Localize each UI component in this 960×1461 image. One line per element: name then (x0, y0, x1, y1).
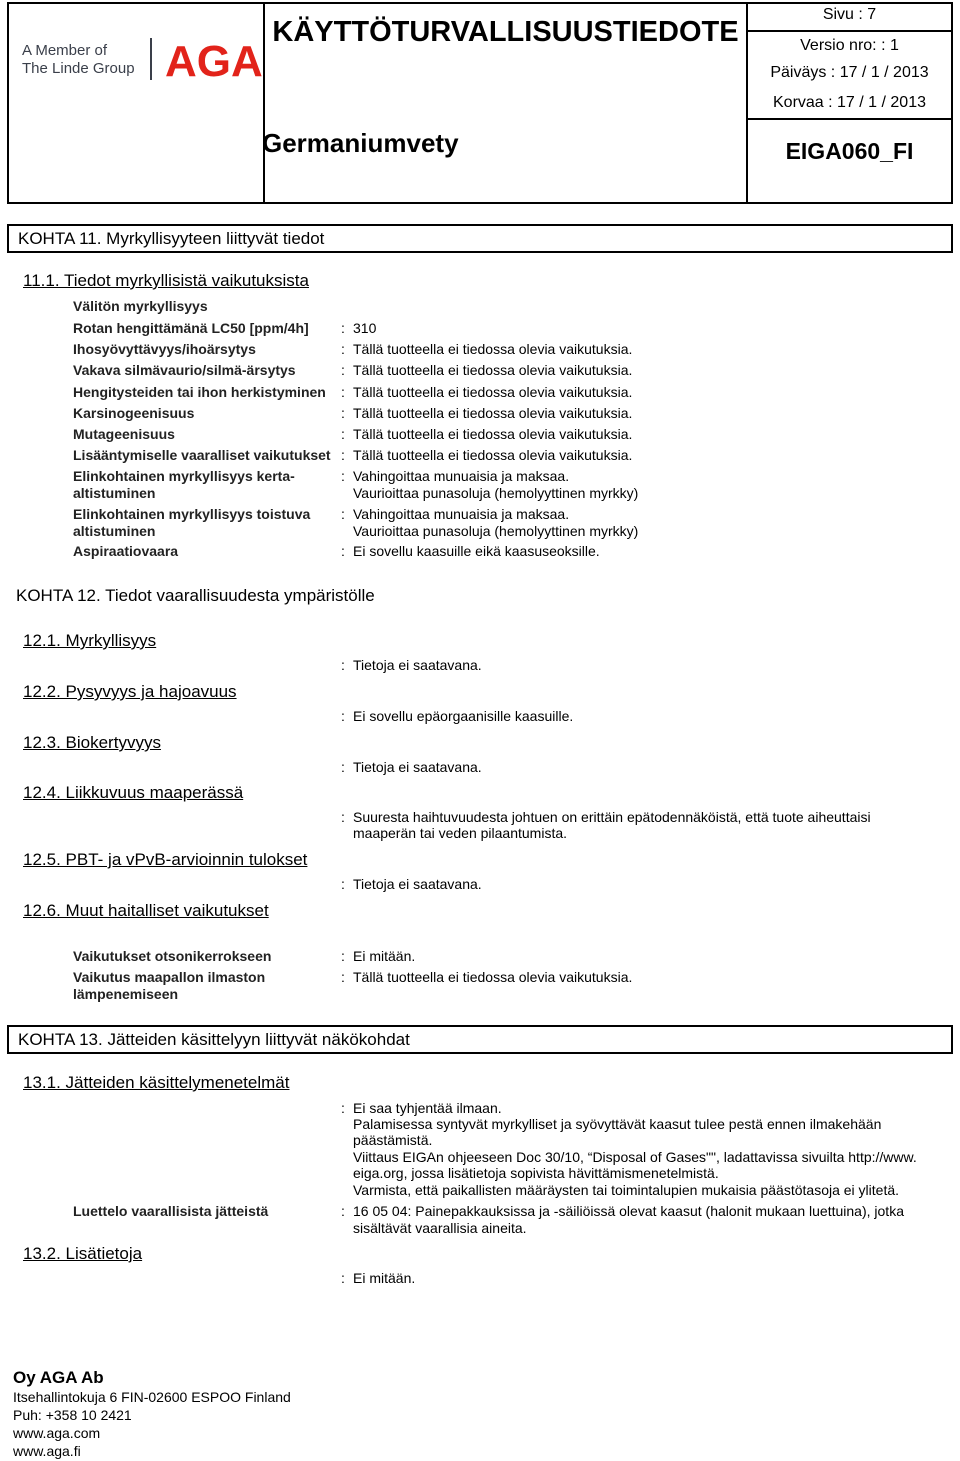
label-stot-single-1: Elinkohtainen myrkyllisyys kerta- (73, 468, 295, 484)
value-skin-corrosion: Tällä tuotteella ei tiedossa olevia vaikutuksia. (353, 341, 633, 357)
replaces-date: Korvaa : 17 / 1 / 2013 (773, 94, 926, 111)
label-skin-corrosion: Ihosyövyttävyys/ihoärsytys (73, 341, 256, 357)
colon: : (341, 708, 345, 724)
label-rat-lc50: Rotan hengittämänä LC50 [ppm/4h] (73, 320, 309, 336)
value-carcinogenicity: Tällä tuotteella ei tiedossa olevia vaikutuksia. (353, 405, 633, 421)
colon: : (341, 362, 345, 378)
colon: : (341, 1203, 345, 1219)
disposal-line-4: Viittaus EIGAn ohjeeseen Doc 30/10, “Disposal of Gases"", ladattavissa sivuilta http://www. (353, 1149, 917, 1165)
section-13-header: KOHTA 13. Jätteiden käsittelyyn liittyvät näkökohdat (7, 1025, 953, 1054)
label-aspiration: Aspiraatiovaara (73, 543, 179, 559)
label-carcinogenicity: Karsinogeenisuus (73, 405, 195, 421)
subsection-12-6: 12.6. Muut haitalliset vaikutukset (23, 901, 269, 920)
label-climate-1: Vaikutus maapallon ilmaston (73, 969, 266, 985)
value-13-2: Ei mitään. (353, 1270, 416, 1286)
acute-toxicity-heading: Välitön myrkyllisyys (73, 298, 208, 314)
value-12-1: Tietoja ei saatavana. (353, 657, 482, 673)
subsection-12-4: 12.4. Liikkuvuus maaperässä (23, 783, 244, 802)
value-ozone: Ei mitään. (353, 948, 416, 964)
version-number: Versio nro: : 1 (800, 37, 899, 54)
disposal-line-2: Palamisessa syntyvät myrkylliset ja syövyttävät kaasut tulee pestä ennen ilmakehään (353, 1116, 882, 1132)
label-stot-repeated-2: altistuminen (73, 523, 156, 539)
label-reproductive-toxicity: Lisääntymiselle vaaralliset vaikutukset (73, 447, 331, 463)
footer-company: Oy AGA Ab (13, 1368, 104, 1387)
label-stot-repeated-1: Elinkohtainen myrkyllisyys toistuva (73, 506, 311, 522)
page-number: Sivu : 7 (822, 6, 877, 23)
logo-member-line1: A Member of (22, 42, 108, 59)
logo-area (7, 2, 265, 204)
colon: : (341, 876, 345, 892)
colon: : (341, 468, 345, 484)
aga-logo-text: AGA (165, 37, 263, 86)
label-climate-2: lämpenemiseen (73, 986, 179, 1002)
colon: : (341, 447, 345, 463)
colon: : (341, 948, 345, 964)
subsection-13-2: 13.2. Lisätietoja (23, 1244, 143, 1263)
subsection-12-1: 12.1. Myrkyllisyys (23, 631, 157, 650)
colon: : (341, 341, 345, 357)
subsection-11-1: 11.1. Tiedot myrkyllisistä vaikutuksista (23, 271, 309, 290)
value-12-2: Ei sovellu epäorgaanisille kaasuille. (353, 708, 574, 724)
document-title: KÄYTTÖTURVALLISUUSTIEDOTE (272, 16, 739, 48)
label-mutagenicity: Mutageenisuus (73, 426, 175, 442)
footer-website-fi[interactable]: www.aga.fi (13, 1443, 81, 1459)
value-stot-repeated-1: Vahingoittaa munuaisia ja maksaa. (353, 506, 570, 522)
label-sensitisation: Hengitysteiden tai ihon herkistyminen (73, 384, 326, 400)
issue-date: Päiväys : 17 / 1 / 2013 (770, 64, 929, 81)
colon: : (341, 759, 345, 775)
value-stot-single-2: Vaurioittaa punasoluja (hemolyyttinen myrkky) (353, 485, 639, 501)
colon: : (341, 384, 345, 400)
label-hazardous-waste: Luettelo vaarallisista jätteistä (73, 1203, 269, 1219)
value-rat-lc50: 310 (353, 320, 377, 336)
colon: : (341, 506, 345, 522)
document-code: EIGA060_FI (785, 138, 914, 164)
disposal-line-1: Ei saa tyhjentää ilmaan. (353, 1100, 502, 1116)
value-stot-repeated-2: Vaurioittaa punasoluja (hemolyyttinen myrkky) (353, 523, 639, 539)
logo-divider (150, 38, 152, 80)
colon: : (341, 1100, 345, 1116)
product-name: Germaniumvety (262, 128, 459, 158)
section-12-header: KOHTA 12. Tiedot vaarallisuudesta ympäristölle (16, 586, 375, 605)
colon: : (341, 543, 345, 559)
disposal-line-5: eiga.org, jossa lisätietoja sopivista hävittämismenetelmistä. (353, 1165, 719, 1181)
value-aspiration: Ei sovellu kaasuille eikä kaasuseoksille. (353, 543, 600, 559)
subsection-12-2: 12.2. Pysyvyys ja hajoavuus (23, 682, 237, 701)
value-hazardous-waste-2: sisältävät vaarallisia aineita. (353, 1220, 527, 1236)
version-divider (746, 30, 953, 32)
value-reproductive-toxicity: Tällä tuotteella ei tiedossa olevia vaikutuksia. (353, 447, 633, 463)
subsection-12-3: 12.3. Biokertyvyys (23, 733, 161, 752)
value-sensitisation: Tällä tuotteella ei tiedossa olevia vaikutuksia. (353, 384, 633, 400)
value-mutagenicity: Tällä tuotteella ei tiedossa olevia vaikutuksia. (353, 426, 633, 442)
colon: : (341, 426, 345, 442)
colon: : (341, 320, 345, 336)
disposal-line-6: Varmista, että paikallisten määräysten tai toimintalupien mukaisia päästötasoja ei ylitetä. (353, 1182, 900, 1198)
label-stot-single-2: altistuminen (73, 485, 156, 501)
footer-phone: Puh: +358 10 2421 (13, 1407, 132, 1423)
value-12-3: Tietoja ei saatavana. (353, 759, 482, 775)
value-eye-damage: Tällä tuotteella ei tiedossa olevia vaikutuksia. (353, 362, 633, 378)
colon: : (341, 809, 345, 825)
label-eye-damage: Vakava silmävaurio/silmä-ärsytys (73, 362, 296, 378)
colon: : (341, 969, 345, 985)
disposal-line-3: päästämistä. (353, 1132, 433, 1148)
colon: : (341, 1270, 345, 1286)
footer-address: Itsehallintokuja 6 FIN-02600 ESPOO Finland (13, 1389, 291, 1405)
label-ozone: Vaikutukset otsonikerrokseen (73, 948, 272, 964)
value-stot-single-1: Vahingoittaa munuaisia ja maksaa. (353, 468, 570, 484)
version-divider (746, 118, 953, 120)
subsection-12-5: 12.5. PBT- ja vPvB-arvioinnin tulokset (23, 850, 308, 869)
section-11-header: KOHTA 11. Myrkyllisyyteen liittyvät tiedot (7, 224, 953, 253)
aga-logo (165, 37, 263, 86)
value-hazardous-waste-1: 16 05 04: Painepakkauksissa ja -säiliöissä olevat kaasut (halonit mukaan luettuina), jotka (353, 1203, 904, 1219)
value-climate: Tällä tuotteella ei tiedossa olevia vaikutuksia. (353, 969, 633, 985)
footer-website-com[interactable]: www.aga.com (13, 1425, 101, 1441)
logo-member-line2: The Linde Group (22, 60, 135, 77)
value-12-5: Tietoja ei saatavana. (353, 876, 482, 892)
value-12-4-line1: Suuresta haihtuvuudesta johtuen on erittäin epätodennäköistä, että tuote aiheuttaisi (353, 809, 871, 825)
colon: : (341, 657, 345, 673)
subsection-13-1: 13.1. Jätteiden käsittelymenetelmät (23, 1073, 290, 1092)
colon: : (341, 405, 345, 421)
value-12-4-line2: maaperän tai veden pilaantumista. (353, 825, 568, 841)
